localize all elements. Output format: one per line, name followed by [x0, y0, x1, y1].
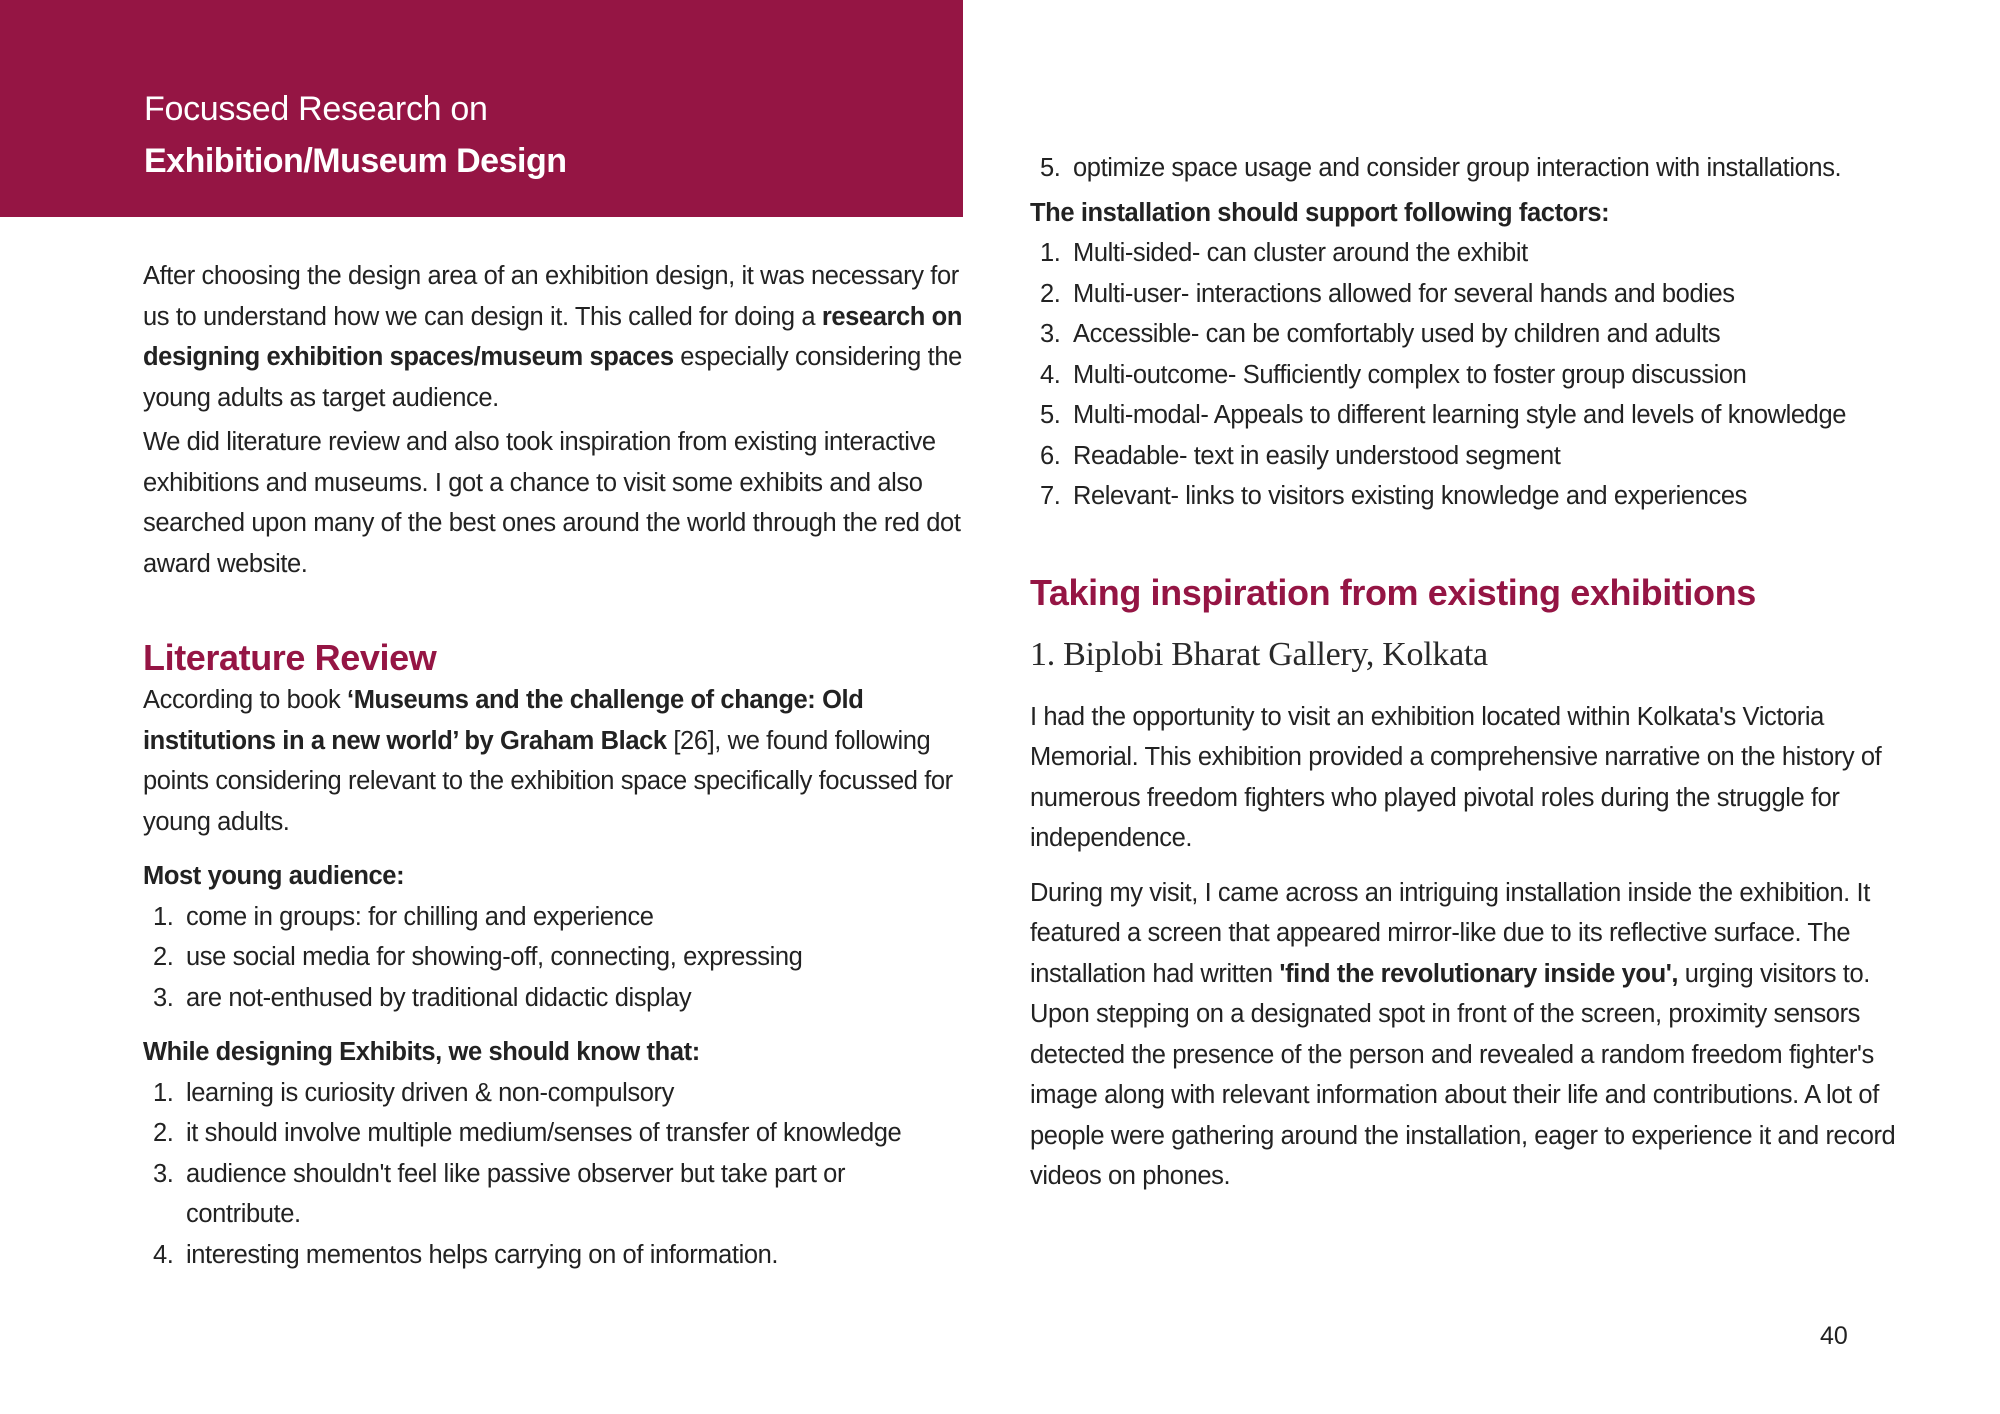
right-column	[1030, 148, 1900, 1197]
list-number: 2.	[1040, 279, 1061, 308]
list-number: 1.	[153, 1078, 174, 1107]
list-text: Readable- text in easily understood segment	[1073, 441, 1561, 470]
page-number: 40	[1820, 1322, 1848, 1350]
list-item	[1030, 476, 1900, 517]
list-number: 6.	[1040, 441, 1061, 470]
list-item	[1030, 148, 1900, 189]
intro-bold-text: research on designing exhibition spaces/museum spaces	[143, 302, 963, 371]
list-item	[143, 1235, 963, 1276]
intro-paragraph-1	[143, 256, 963, 418]
list-text: interesting mementos helps carrying on of information.	[186, 1240, 779, 1269]
list-text: Multi-user- interactions allowed for several hands and bodies	[1073, 279, 1735, 308]
installation-quote: 'find the revolutionary inside you',	[1279, 959, 1679, 988]
factors-heading: The installation should support following factors:	[1030, 198, 1610, 227]
literature-text: [26], we found following points considering relevant to the exhibition space specifically focussed for young adults.	[143, 726, 953, 836]
list-item	[1030, 436, 1900, 477]
list-text: optimize space usage and consider group interaction with installations.	[1073, 154, 1842, 182]
list-item	[143, 1154, 963, 1235]
list-text: Multi-modal- Appeals to different learning style and levels of knowledge	[1073, 401, 1847, 429]
gallery-subheading: 1. Biplobi Bharat Gallery, Kolkata	[1030, 635, 1488, 673]
designing-exhibits-list	[143, 1073, 963, 1276]
gallery-text: urging visitors to. Upon stepping on a designated spot in front of the screen, proximity sensors detected the presence of the person and revealed a random freedom fighter's image along with relevant information about their life and contributions. A lot of people were gathering around the installation, eager to experience it and record videos on phones.	[1030, 959, 1896, 1190]
literature-text: According to book	[143, 686, 348, 714]
list-item	[143, 897, 963, 938]
list-item	[1030, 395, 1900, 436]
literature-review-heading: Literature Review	[143, 637, 437, 678]
list-number: 4.	[1040, 360, 1061, 389]
list-number: 3.	[153, 1159, 174, 1188]
list-item	[143, 1113, 963, 1154]
list-text: use social media for showing-off, connecting, expressing	[186, 943, 803, 971]
designing-exhibits-list-continued	[1030, 148, 1900, 189]
list-text: are not-enthused by traditional didactic display	[186, 983, 692, 1012]
list-text: Relevant- links to visitors existing knowledge and experiences	[1073, 482, 1747, 510]
list-number: 2.	[153, 943, 174, 971]
list-number: 3.	[153, 983, 174, 1012]
list-number: 5.	[1040, 154, 1061, 182]
list-number: 1.	[153, 902, 174, 931]
list-number: 7.	[1040, 482, 1061, 510]
list-number: 2.	[153, 1119, 174, 1147]
inspiration-heading: Taking inspiration from existing exhibitions	[1030, 571, 1756, 613]
designing-exhibits-heading: While designing Exhibits, we should know that:	[143, 1038, 700, 1066]
literature-paragraph	[143, 680, 963, 842]
intro-text: After choosing the design area of an exhibition design, it was necessary for us to understand how we can design it. This called for doing a	[143, 262, 959, 331]
young-audience-heading: Most young audience:	[143, 862, 405, 890]
gallery-paragraph-1: I had the opportunity to visit an exhibition located within Kolkata's Victoria Memorial. This exhibition provided a comprehensive narrative on the history of numerous freedom fighters who played pivotal roles during the struggle for independence.	[1030, 702, 1882, 852]
list-item	[143, 1073, 963, 1114]
banner-title: Exhibition/Museum Design	[144, 142, 567, 180]
list-text: Multi-outcome- Sufficiently complex to foster group discussion	[1073, 360, 1747, 389]
list-item	[1030, 274, 1900, 315]
list-text: audience shouldn't feel like passive observer but take part or contribute.	[186, 1159, 846, 1228]
list-number: 5.	[1040, 401, 1061, 429]
list-text: Accessible- can be comfortably used by children and adults	[1073, 320, 1721, 348]
list-item	[1030, 233, 1900, 274]
gallery-paragraph-2	[1030, 873, 1900, 1197]
list-number: 1.	[1040, 239, 1061, 267]
list-item	[1030, 355, 1900, 396]
list-item	[1030, 314, 1900, 355]
list-text: Multi-sided- can cluster around the exhibit	[1073, 239, 1528, 267]
book-title: ‘Museums and the challenge of change: Old institutions in a new world’ by Graham Black	[143, 686, 864, 755]
gallery-text: During my visit, I came across an intriguing installation inside the exhibition. It featured a screen that appeared mirror-like due to its reflective surface. The installation had written	[1030, 878, 1870, 988]
list-item	[143, 937, 963, 978]
list-number: 4.	[153, 1240, 174, 1269]
factors-list	[1030, 233, 1900, 517]
intro-paragraph-2: We did literature review and also took inspiration from existing interactive exhibitions and museums. I got a chance to visit some exhibits and also searched upon many of the best ones around the world through the red dot award website.	[143, 428, 961, 578]
list-text: it should involve multiple medium/senses of transfer of knowledge	[186, 1119, 902, 1147]
young-audience-list	[143, 897, 963, 1019]
intro-text: especially considering the young adults as target audience.	[143, 343, 962, 412]
banner-subtitle: Focussed Research on	[144, 90, 488, 128]
left-column	[143, 256, 963, 1275]
list-item	[143, 978, 963, 1019]
list-text: come in groups: for chilling and experience	[186, 902, 654, 931]
title-banner	[0, 0, 963, 217]
list-text: learning is curiosity driven & non-compulsory	[186, 1078, 674, 1107]
list-number: 3.	[1040, 320, 1061, 348]
